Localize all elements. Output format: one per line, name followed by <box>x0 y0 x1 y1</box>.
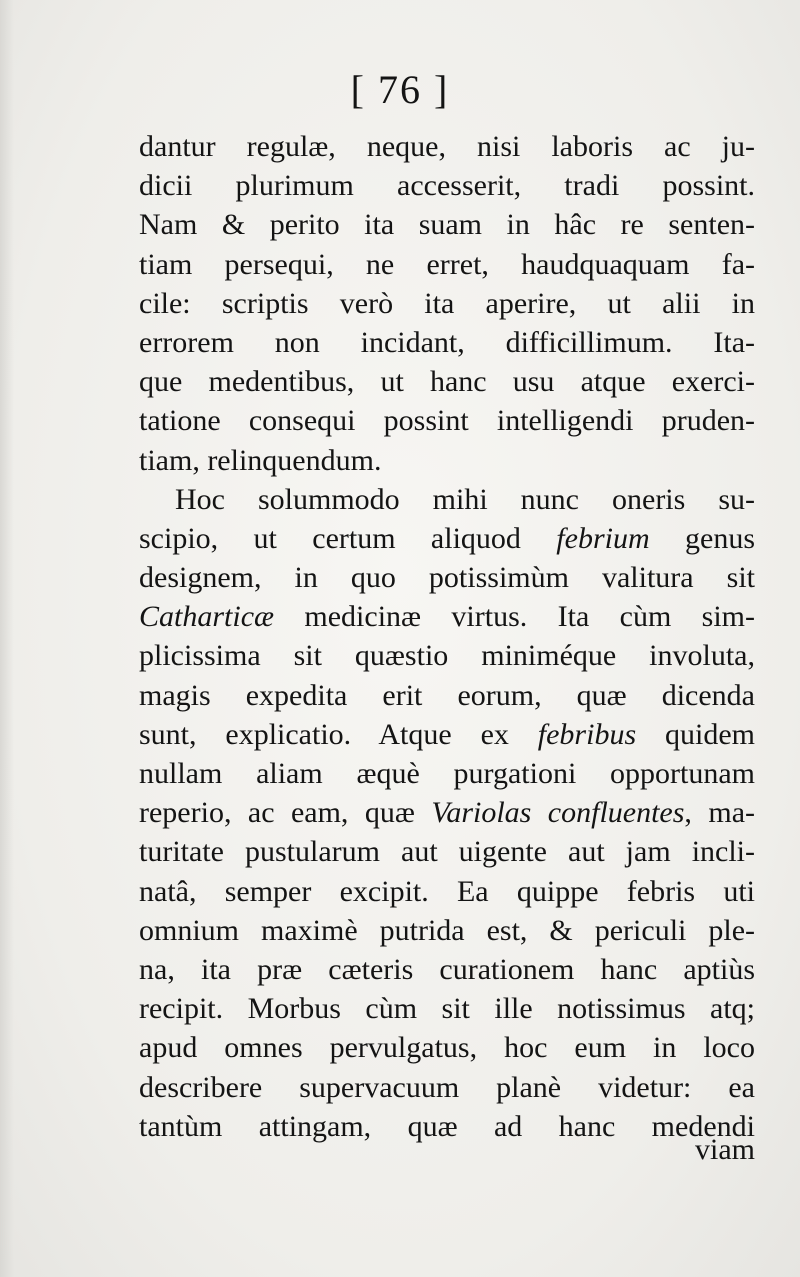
text-line <box>139 597 755 636</box>
text-line: natâ, semper excipit. Ea quippe febris uti <box>139 874 755 908</box>
catchword: viam <box>695 1133 755 1166</box>
text-line: tiam, relinquendum. <box>139 443 382 477</box>
text-line <box>139 715 755 754</box>
text-line <box>139 793 755 832</box>
italic-term: febribus <box>537 717 637 751</box>
text-span: , ma- <box>684 796 756 830</box>
text-line: recipit. Morbus cùm sit ille notissimus atq; <box>139 992 755 1026</box>
text-line: describere supervacuum planè videtur: ea <box>139 1070 755 1104</box>
text-line: designem, in quo potissimùm valitura sit <box>139 561 755 595</box>
text-line: dicii plurimum accesserit, tradi possint. <box>139 169 755 203</box>
text-span: genus <box>649 521 755 555</box>
text-line: cile: scriptis verò ita aperire, ut alii in <box>139 286 755 320</box>
text-line: nullam aliam æquè purgationi opportunam <box>139 757 755 790</box>
page-number: [ 76 ] <box>350 67 450 112</box>
text-line: dantur regulæ, neque, nisi laboris ac ju- <box>139 130 755 163</box>
italic-term: febrium <box>556 521 650 555</box>
text-line: magis expedita erit eorum, quæ dicenda <box>139 678 755 712</box>
text-line: errorem non incidant, difficillimum. Ita- <box>139 325 755 359</box>
text-line: tiam persequi, ne erret, haudquaquam fa- <box>139 247 755 281</box>
text-line: que medentibus, ut hanc usu atque exerci- <box>139 365 755 399</box>
page-edge-shadow <box>0 0 14 1277</box>
body-text <box>139 127 755 1146</box>
text-span: reperio, ac eam, quæ <box>139 796 432 830</box>
text-span: scipio, ut certum aliquod <box>139 521 557 555</box>
text-line: na, ita præ cæteris curationem hanc aptiùs <box>139 952 755 986</box>
text-line: plicissima sit quæstio miniméque involuta, <box>139 639 755 673</box>
italic-term: Catharticæ <box>139 600 275 634</box>
text-line: tantùm attingam, quæ ad hanc medendi <box>139 1109 755 1143</box>
text-line: apud omnes pervulgatus, hoc eum in loco <box>139 1031 755 1065</box>
text-line: Nam & perito ita suam in hâc re senten- <box>139 208 755 242</box>
text-span: sunt, explicatio. Atque ex <box>139 717 538 751</box>
text-line: Hoc solummodo mihi nunc oneris su- <box>175 482 755 516</box>
text-line: tatione consequi possint intelligendi pruden- <box>139 404 755 438</box>
text-span: quidem <box>636 717 755 751</box>
text-span: medicinæ virtus. Ita cùm sim- <box>274 600 755 634</box>
text-line: turitate pustularum aut uigente aut jam incli- <box>139 835 755 869</box>
text-line <box>139 519 755 558</box>
italic-term: Variolas confluentes <box>431 796 685 830</box>
text-line: omnium maximè putrida est, & periculi ple- <box>139 913 755 947</box>
